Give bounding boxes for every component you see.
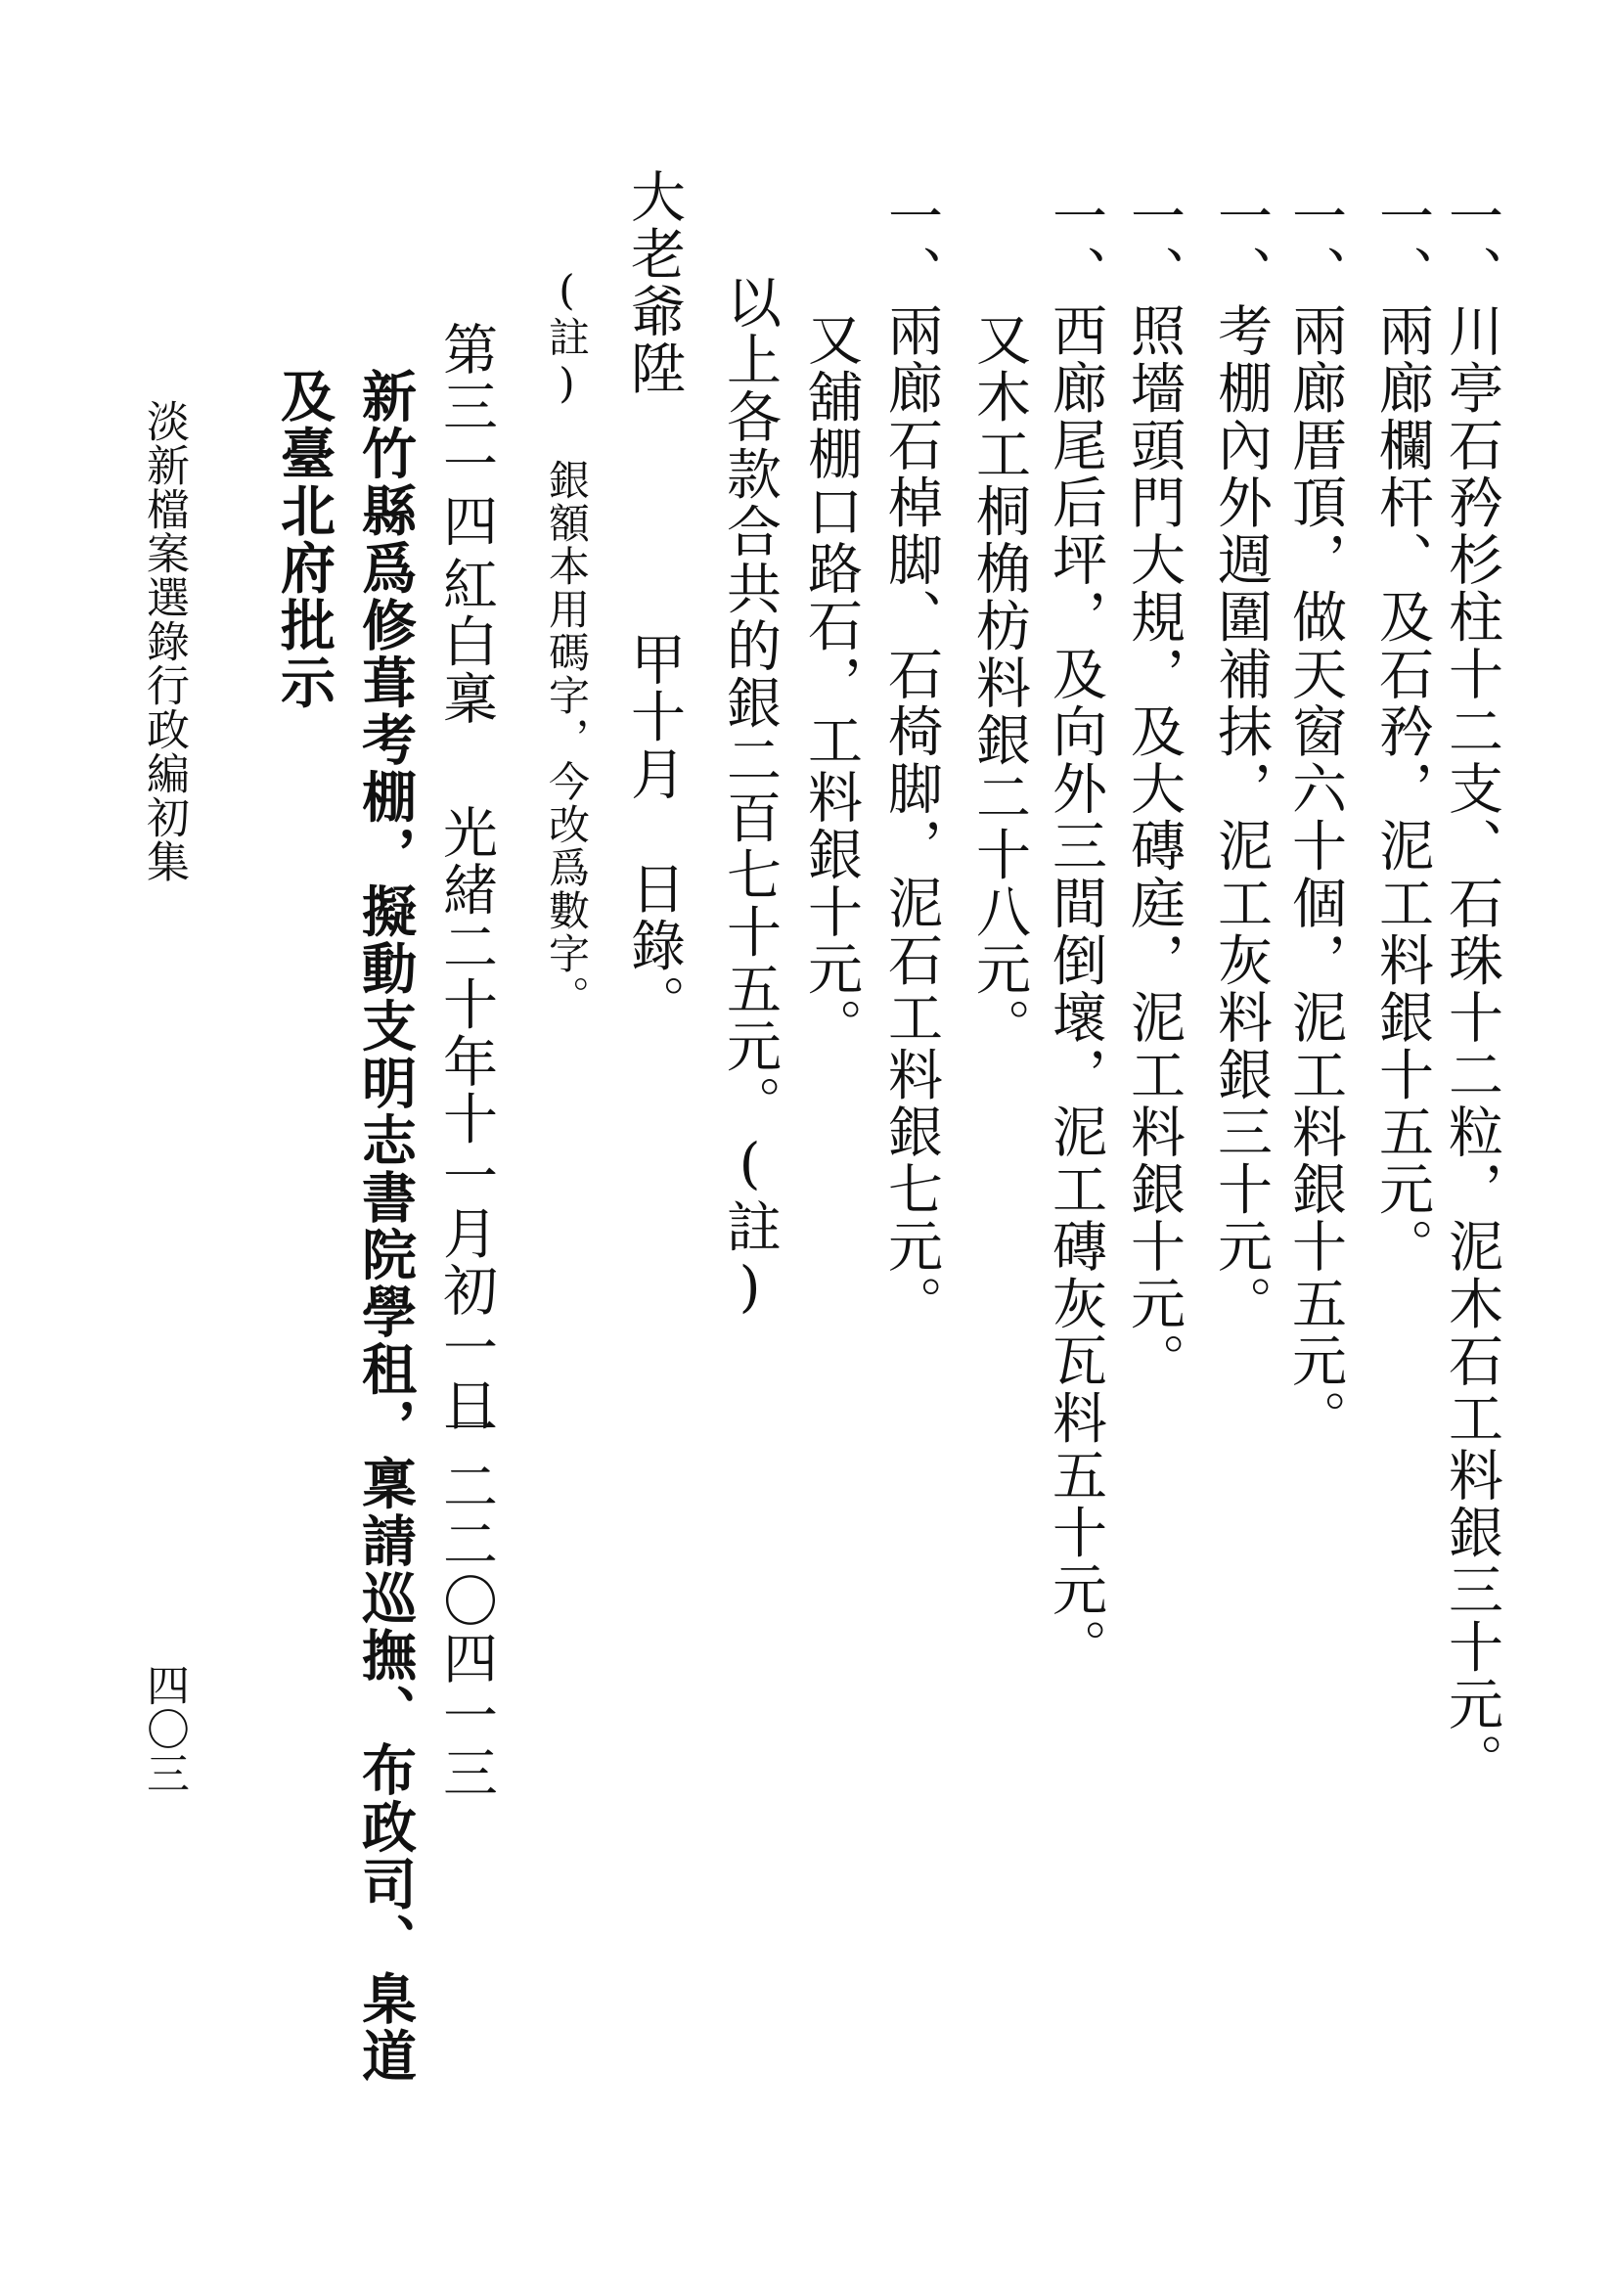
item-line-7: 一、兩廊石棹脚、石椅脚，泥石工料銀七元。: [879, 188, 943, 1332]
total-line: 以上各款合共的銀二百七十五元。(註): [718, 274, 782, 1322]
item-line-6: 一、西廊尾后坪，及向外三間倒壞，泥工磚灰瓦料五十元。: [1044, 188, 1107, 1676]
item-line-7-continuation: 又舖棚口路石，工料銀十元。: [799, 311, 863, 1056]
item-line-1: 一、川亭石矜杉柱十二支、石珠十二粒，泥木石工料銀三十元。: [1440, 188, 1503, 1790]
page-number: 四〇三: [139, 1663, 189, 1795]
record-title-line-2: 及臺北府批示: [272, 368, 336, 711]
record-title-line-1: 新竹縣爲修葺考棚，擬動支明志書院學租，稟請巡撫、布政司、臬道: [353, 368, 418, 2085]
record-date: 甲十月 日錄。: [622, 631, 686, 1032]
annotation-note: (註) 銀額本用碼字，今改爲數字。: [543, 266, 591, 1018]
item-line-3: 一、兩廊厝頂，做天窗六十個，泥工料銀十五元。: [1283, 188, 1347, 1447]
archive-number: 一二二〇四一三: [434, 1401, 498, 1802]
item-line-5: 一、照墻頭門大規，及大磚庭，泥工料銀十元。: [1122, 188, 1186, 1390]
item-line-4: 一、考棚內外週圍補抹，泥工灰料銀三十元。: [1209, 188, 1273, 1332]
record-header-date: 光緒二十年十一月初一日: [434, 804, 498, 1434]
addressee: 大老爺陞: [622, 168, 686, 397]
record-number: 第三一四: [434, 321, 498, 550]
record-type: 紅白稟: [434, 556, 498, 728]
book-title-header: 淡新檔案選錄行政編初集: [139, 399, 189, 883]
item-line-6-continuation: 又木工桐桷枋料銀二十八元。: [967, 311, 1031, 1056]
item-line-2: 一、兩廊欄杆、及石矜，泥工料銀十五元。: [1370, 188, 1434, 1276]
